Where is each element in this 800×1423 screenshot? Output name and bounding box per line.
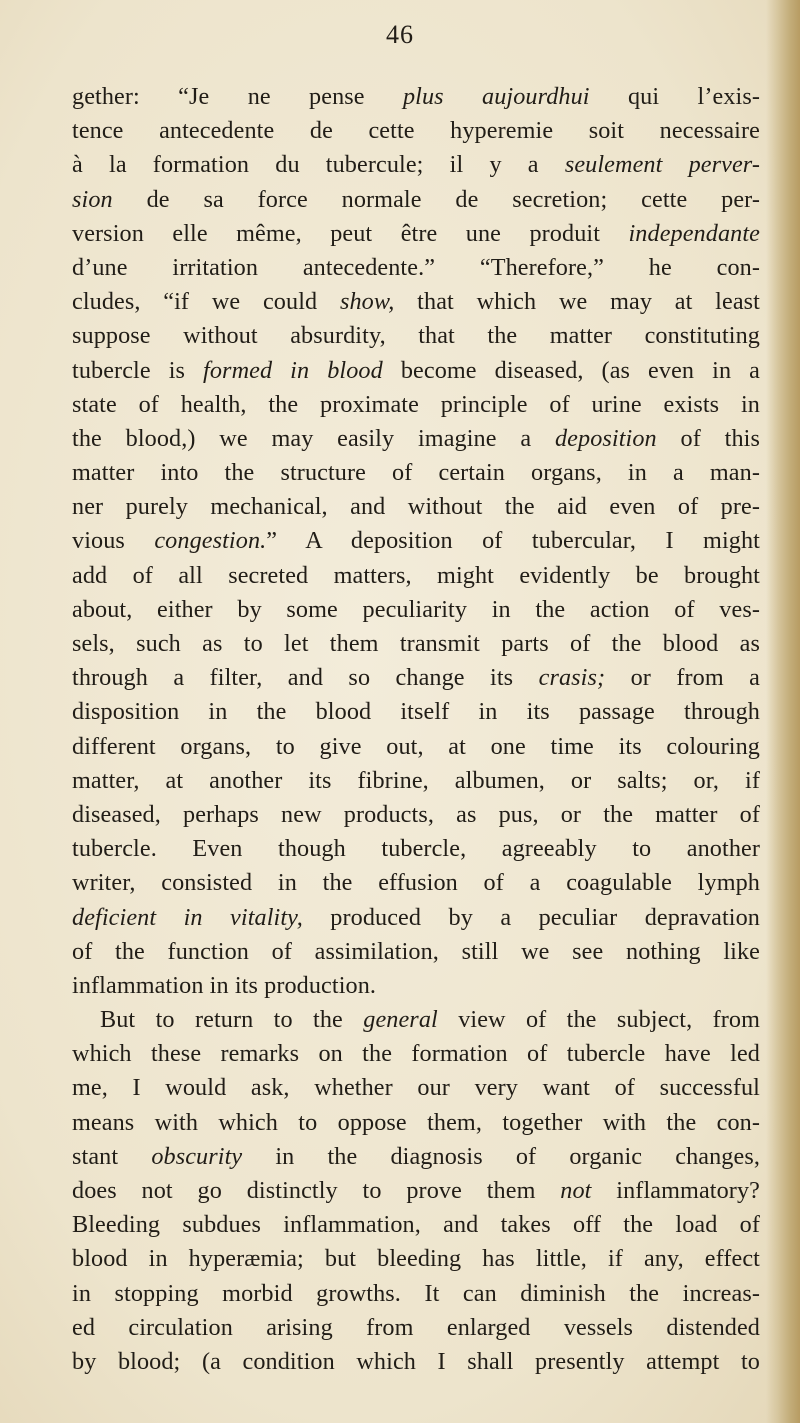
- text-line: [72, 80, 760, 114]
- text-segment: about, either by some peculiarity in the action of ves-: [72, 595, 760, 623]
- text-line: [72, 969, 760, 1003]
- text-segment: Bleeding subdues inflammation, and takes off the load of: [72, 1211, 760, 1239]
- text-line: [72, 935, 760, 969]
- text-line: [72, 730, 760, 764]
- text-line: [72, 388, 760, 422]
- text-segment: de sa force normale de secretion; cette per-: [112, 185, 760, 213]
- text-segment: ed circulation arising from enlarged vessels distended: [72, 1313, 760, 1341]
- text-segment: stant: [72, 1142, 152, 1170]
- text-segment: But to return to the: [100, 1006, 364, 1034]
- text-segment: inflammation in its production.: [72, 971, 377, 999]
- text-line: [72, 1242, 760, 1276]
- text-segment: by blood; (a condition which I shall presently attempt to: [72, 1347, 760, 1375]
- text-segment: produced by a peculiar depravation: [302, 903, 760, 931]
- text-segment: ner purely mechanical, and without the aid even of pre-: [72, 493, 760, 521]
- text-line: [72, 1106, 760, 1140]
- text-line: [72, 148, 760, 182]
- text-segment: that which we may at least: [394, 288, 760, 316]
- text-line: [72, 524, 760, 558]
- paragraph: [72, 1003, 760, 1379]
- italic-text: deficient in vitality,: [72, 903, 303, 931]
- italic-text: general: [363, 1006, 438, 1034]
- text-line: [72, 1277, 760, 1311]
- page-edge-shadow: [766, 0, 800, 1423]
- text-line: [72, 354, 760, 388]
- text-line: [72, 1037, 760, 1071]
- text-segment: me, I would ask, whether our very want of successful: [72, 1074, 760, 1102]
- text-segment: of the function of assimilation, still we see nothing like: [72, 937, 760, 965]
- text-line: [72, 1208, 760, 1242]
- body-text: [72, 80, 760, 1379]
- text-line: [72, 1071, 760, 1105]
- text-line: [72, 901, 760, 935]
- text-segment: tubercle. Even though tubercle, agreeably to another: [72, 835, 760, 863]
- text-segment: ” A deposition of tubercular, I might: [266, 527, 760, 555]
- text-line: [72, 319, 760, 353]
- text-segment: become diseased, (as even in a: [382, 356, 760, 384]
- text-segment: matter into the structure of certain organs, in a man-: [72, 459, 760, 487]
- text-segment: inflammatory?: [591, 1177, 760, 1204]
- text-segment: blood in hyperæmia; but bleeding has little, if any, effect: [72, 1245, 760, 1273]
- text-line: [72, 695, 760, 729]
- text-line: [72, 114, 760, 148]
- text-segment: version elle même, peut être une produit: [72, 219, 629, 247]
- text-line: [72, 1174, 760, 1208]
- text-line: [72, 1345, 760, 1379]
- text-line: [72, 559, 760, 593]
- italic-text: show,: [339, 288, 395, 316]
- text-segment: sels, such as to let them transmit parts of the blood as: [72, 630, 760, 657]
- text-line: [72, 490, 760, 524]
- text-segment: through a filter, and so change its: [72, 664, 539, 692]
- text-line: [72, 1140, 760, 1174]
- italic-text: crasis;: [538, 664, 606, 692]
- text-segment: writer, consisted in the effusion of a coagulable lymph: [72, 869, 760, 897]
- text-line: [72, 285, 760, 319]
- text-segment: diseased, perhaps new products, as pus, or the matter of: [72, 800, 760, 828]
- text-segment: different organs, to give out, at one time its colouring: [72, 732, 760, 760]
- italic-text: sion: [72, 185, 113, 213]
- text-segment: of this: [656, 424, 760, 452]
- text-segment: d’une irritation antecedente.” “Therefore,” he con-: [72, 253, 760, 281]
- text-segment: in the diagnosis of organic changes,: [242, 1142, 760, 1170]
- text-line: [72, 183, 760, 217]
- text-segment: state of health, the proximate principle of urine exists in: [72, 390, 760, 418]
- italic-text: congestion.: [154, 527, 267, 555]
- text-segment: or from a: [605, 664, 760, 692]
- paragraph: [72, 80, 760, 1003]
- text-segment: add of all secreted matters, might evidently be brought: [72, 561, 760, 589]
- italic-text: obscurity: [151, 1142, 243, 1170]
- text-segment: gether: “Je ne pense: [72, 83, 403, 110]
- text-line: [72, 422, 760, 456]
- italic-text: independante: [628, 219, 760, 247]
- italic-text: formed in blood: [203, 356, 383, 384]
- text-segment: tubercle is: [72, 356, 204, 384]
- text-segment: tence antecedente de cette hyperemie soit necessaire: [72, 117, 760, 145]
- text-line: [72, 456, 760, 490]
- text-segment: does not go distinctly to prove them: [72, 1177, 561, 1204]
- text-segment: view of the subject, from: [437, 1006, 760, 1034]
- text-line: [72, 1003, 760, 1037]
- text-line: [72, 764, 760, 798]
- page-number: 46: [386, 20, 414, 49]
- text-segment: disposition in the blood itself in its passage through: [72, 698, 760, 726]
- text-segment: means with which to oppose them, together with the con-: [72, 1108, 760, 1136]
- text-line: [72, 832, 760, 866]
- italic-text: seulement perver-: [564, 151, 760, 179]
- text-segment: in stopping morbid growths. It can diminish the increas-: [72, 1279, 760, 1307]
- text-segment: which these remarks on the formation of tubercle have led: [72, 1040, 760, 1068]
- italic-text: deposition: [554, 424, 657, 452]
- text-line: [72, 866, 760, 900]
- text-line: [72, 1311, 760, 1345]
- text-line: [72, 593, 760, 627]
- text-segment: à la formation du tubercule; il y a: [72, 151, 565, 179]
- text-segment: the blood,) we may easily imagine a: [72, 424, 555, 452]
- text-line: [72, 217, 760, 251]
- text-segment: vious: [72, 527, 155, 555]
- text-line: [72, 798, 760, 832]
- italic-text: not: [560, 1177, 592, 1204]
- text-line: [72, 661, 760, 695]
- italic-text: plus aujourdhui: [402, 83, 590, 110]
- text-segment: cludes, “if we could: [72, 288, 340, 316]
- text-segment: suppose without absurdity, that the matter constituting: [72, 322, 760, 350]
- text-line: [72, 251, 760, 285]
- text-line: [72, 627, 760, 661]
- text-segment: matter, at another its fibrine, albumen, or salts; or, if: [72, 766, 760, 794]
- text-segment: qui l’exis-: [589, 83, 760, 110]
